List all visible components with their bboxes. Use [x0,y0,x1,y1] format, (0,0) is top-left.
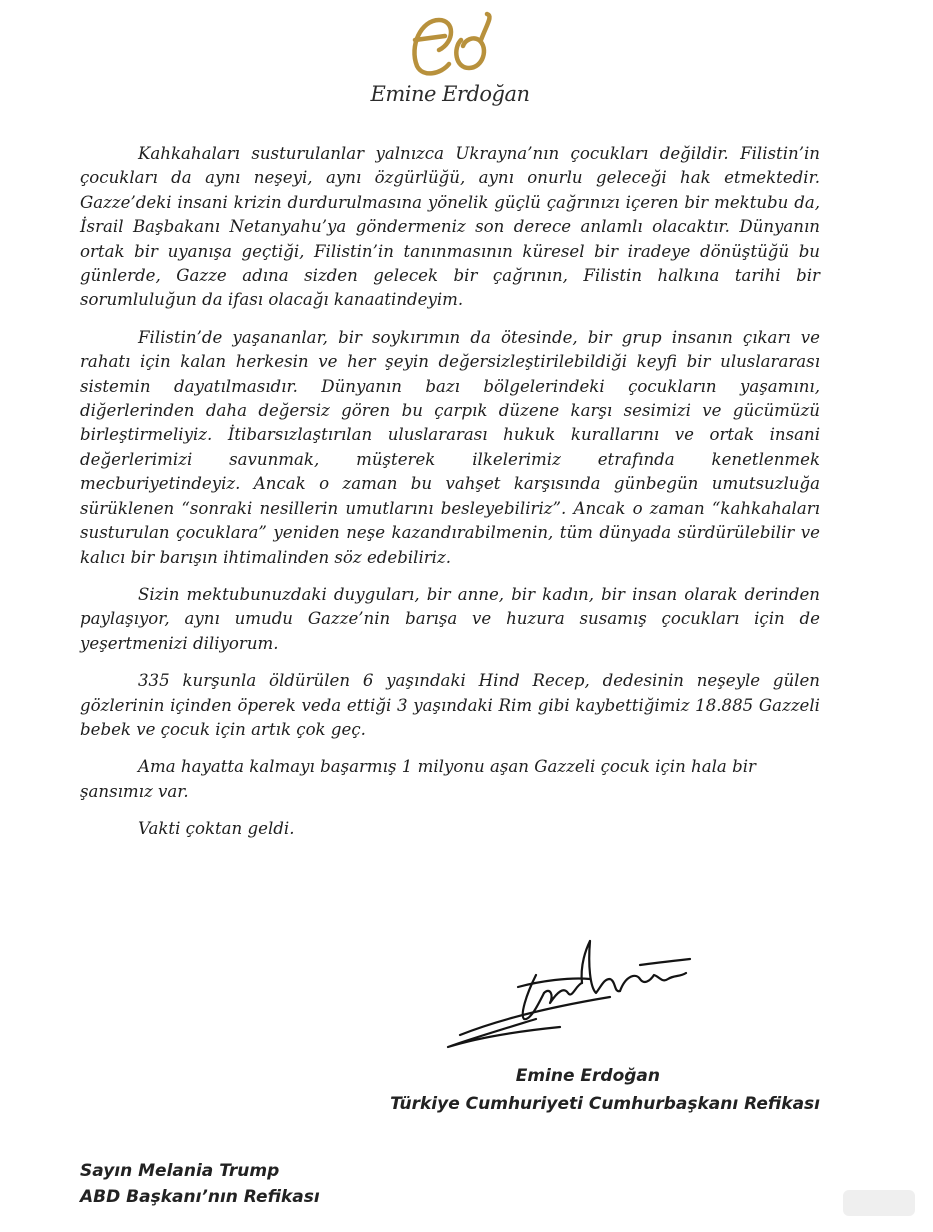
watermark-badge [843,1190,915,1216]
sender-title: Türkiye Cumhuriyeti Cumhurbaşkanı Refikası [390,1094,820,1114]
signature-block [300,1062,820,1118]
paragraph: Ama hayatta kalmayı başarmış 1 milyonu aşan Gazzeli çocuk için hala bir şansımız var. [80,757,756,801]
paragraph: Sizin mektubunuzdaki duyguları, bir anne, bir kadın, bir insan olarak derinden paylaşıyor, aynı umudu Gazze’nin barışa ve huzura susamış çocukları için de yeşertmenizi diliyorum. [80,584,820,653]
paragraph: 335 kurşunla öldürülen 6 yaşındaki Hind Recep, dedesinin neşeyle gülen gözlerinin içinden öperek veda ettiği 3 yaşındaki Rim gibi kaybettiğimiz 18.885 Gazzeli bebek ve çocuk için artık çok geç. [80,671,820,739]
recipient-name: Sayın Melania Trump [80,1161,280,1181]
monogram-logo-icon [395,10,505,82]
letterhead-name: Emine Erdoğan [370,82,530,106]
sender-name: Emine Erdoğan [515,1066,660,1086]
recipient-title: ABD Başkanı’nın Refikası [80,1187,320,1207]
letter-body [80,142,820,855]
paragraph: Filistin’de yaşananlar, bir soykırımın da ötesinde, bir grup insanın çıkarı ve rahatı için kalan herkesin ve her şeyin değersizleştirilebildiği keyfi bir uluslararası sistemin dayatılmasıdır. Dünyanın bazı bölgelerindeki çocukların yaşamını, diğerlerinden daha değersiz gören bu çarpık düzene karşı sesimizi ve gücümüzü birleştirmeliyiz. İtibarsızlaştırılan uluslararası hukuk kurallarını ve ortak insani değerlerimizi savunmak, müşterek ilkelerimiz etrafında kenetlenmek mecburiyetindeyiz. Ancak o zaman bu vahşet karşısında günbegün umutsuzluğa sürüklenen “sonraki nesillerin umutlarını besleyebiliriz”. Ancak o zaman “kahkahaları susturulan çocuklara” yeniden neşe kazandırabilmenin, tüm dünyada sürdürülebilir ve kalıcı bir barışın ihtimalinden söz edebiliriz. [80,327,820,567]
recipient-block [80,1158,500,1210]
paragraph: Kahkahaları susturulanlar yalnızca Ukrayna’nın çocukları değildir. Filistin’in çocukları da aynı neşeyi, aynı özgürlüğü, aynı onurlu geleceği hak etmektedir. Gazze’deki insani krizin durdurulmasına yönelik güçlü çağrınızı içeren bir mektubu da, İsrail Başbakanı Netanyahu’ya göndermeniz son derece anlamlı olacaktır. Dünyanın ortak bir uyanışa geçtiği, Filistin’in tanınmasının küresel bir iradeye dönüştüğü bu günlerde, Gazze adına sizden gelecek bir çağrının, Filistin halkına tarihi bir sorumluluğun da ifası olacağı kanaatindeyim. [80,144,820,310]
paragraph: Vakti çoktan geldi. [138,819,295,839]
handwritten-signature-icon [440,935,710,1055]
